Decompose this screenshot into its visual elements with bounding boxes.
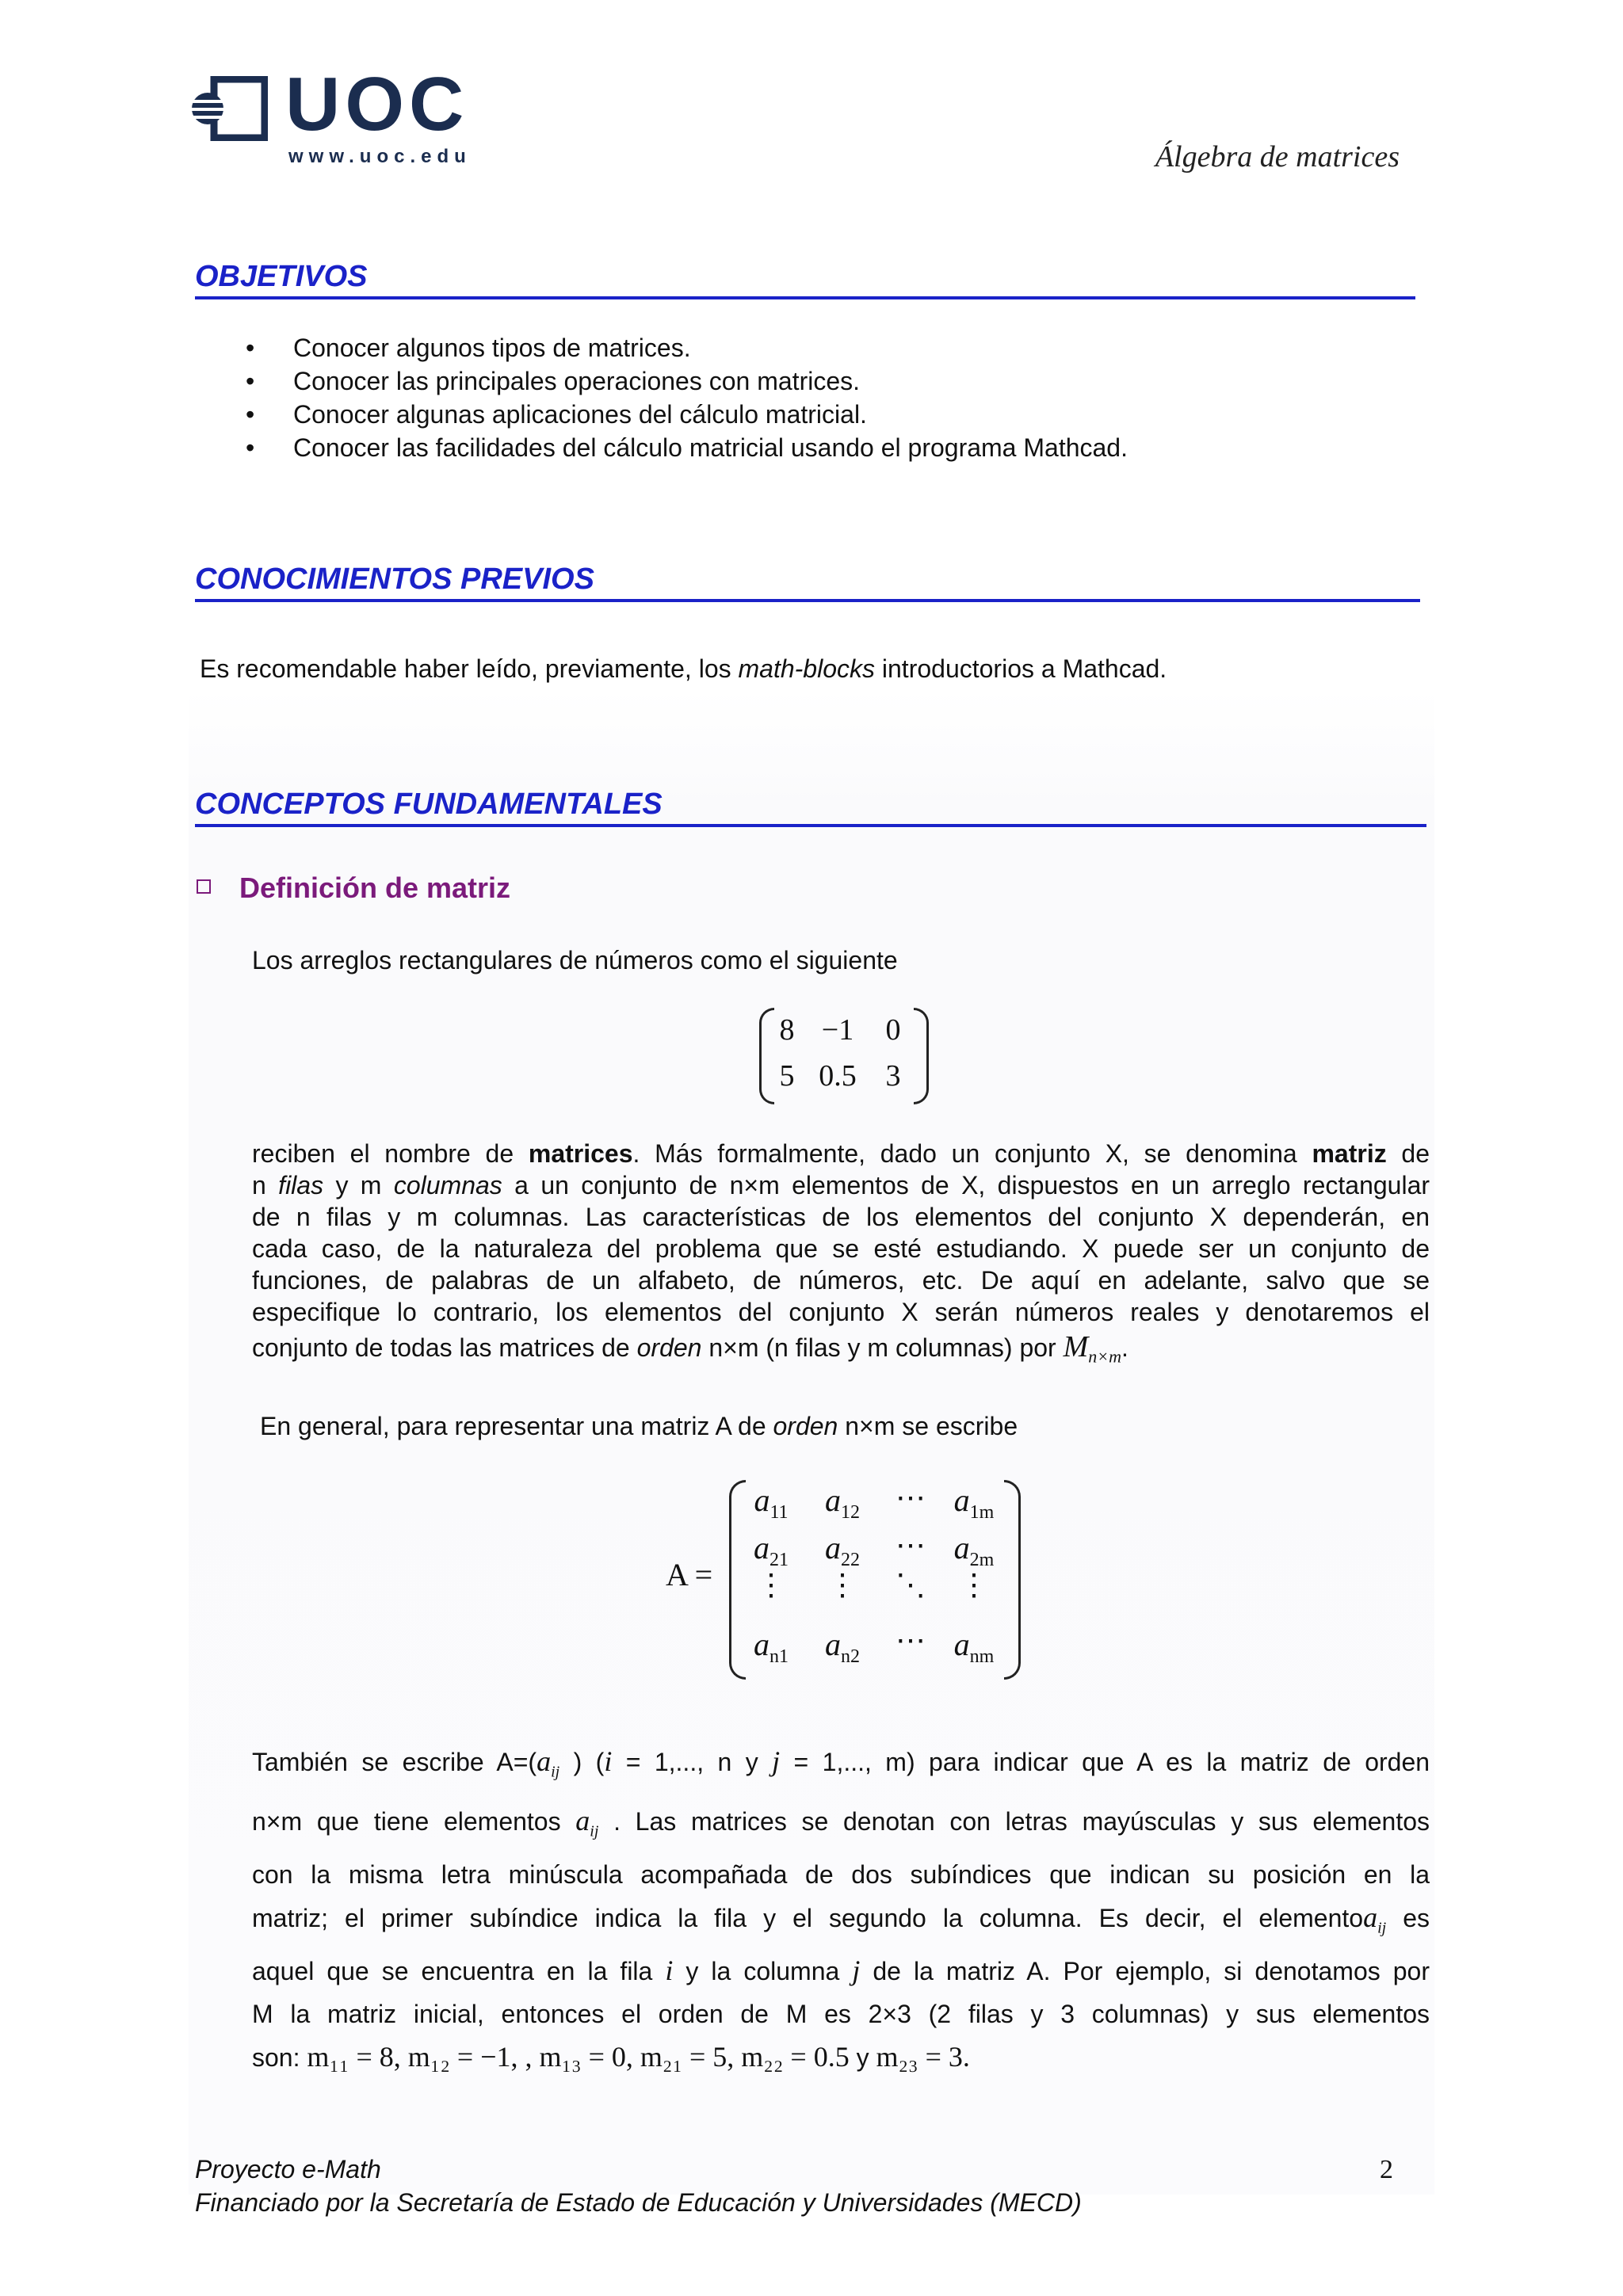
matrix-element: $a_{12}$ — [825, 1482, 860, 1523]
vdots: ⋮ — [756, 1569, 786, 1602]
matrix-element: $a_{21}$ — [754, 1530, 789, 1570]
matrix-element: $a_{2m}$ — [953, 1530, 995, 1570]
section-heading-fundamentales: CONCEPTOS FUNDAMENTALES — [195, 788, 1426, 827]
matrix-element: $a_{22}$ — [825, 1530, 860, 1570]
checkbox-bullet-icon — [197, 879, 211, 894]
footer-funding: Financiado por la Secretaría de Estado de Educación y Universidades (MECD) — [195, 2188, 1082, 2217]
hdots: ⋯ — [896, 1482, 926, 1515]
example-matrix — [759, 1008, 929, 1103]
hdots: ⋯ — [896, 1624, 926, 1657]
matrix-label: A = — [666, 1557, 713, 1592]
subsection-heading: Definición de matriz — [197, 871, 510, 905]
vdots: ⋮ — [959, 1569, 989, 1602]
matrix-cell: 3 — [885, 1059, 901, 1093]
text-line: reciben el nombre de matrices. Más formalmente, dado un conjunto X, se denomina matriz de — [252, 1139, 1430, 1168]
paragraph-definition — [252, 1138, 1430, 1372]
section-heading-objetivos: OBJETIVOS — [195, 260, 1415, 299]
text-line: cada caso, de la naturaleza del problema que se esté estudiando. X puede ser un conjunto de — [252, 1234, 1430, 1263]
text-line: n filas y m columnas a un conjunto de n×m elementos de X, dispuestos en un arreglo rectangular — [252, 1171, 1430, 1199]
matrix-cell: 0.5 — [819, 1059, 857, 1093]
text-line: de n filas y m columnas. Las características de los elementos del conjunto X dependerán, en — [252, 1203, 1430, 1231]
matrix-cell: 0 — [885, 1013, 901, 1047]
matrix-element: $a_{nm}$ — [953, 1627, 995, 1667]
document-title: Álgebra de matrices — [1155, 140, 1400, 174]
logo-text: UOC — [285, 62, 469, 147]
uoc-logo-icon — [190, 76, 268, 141]
matrix-element: $a_{n1}$ — [754, 1627, 789, 1667]
text-line: M la matriz inicial, entonces el orden de M es 2×3 (2 filas y 3 columnas) y sus elementos — [252, 2000, 1430, 2029]
general-matrix — [729, 1480, 1021, 1678]
matrix-element: $a_{11}$ — [754, 1482, 789, 1523]
previos-text: Es recomendable haber leído, previamente, los math-blocks introductorios a Mathcad. — [200, 654, 1167, 683]
text-line: son: m₁₁ = 8, m₁₂ = −1, , m₁₃ = 0, m₂₁ = 5, m₂₂ = 0.5 y m₂₃ = 3. — [252, 2041, 970, 2073]
section-heading-previos: CONOCIMIENTOS PREVIOS — [195, 563, 1420, 602]
objetivos-list — [246, 331, 1355, 464]
footer-project: Proyecto e-Math — [195, 2155, 381, 2183]
text-line: matriz; el primer subíndice indica la fila y el segundo la columna. Es decir, el elementoa$_{ij}$ es — [252, 1901, 1430, 1937]
hdots: ⋯ — [896, 1529, 926, 1562]
matrix-element: $a_{1m}$ — [953, 1482, 995, 1523]
matrix-cell: −1 — [821, 1013, 854, 1047]
paragraph-notation — [252, 1740, 1430, 2079]
ddots: ⋱ — [896, 1569, 926, 1602]
list-item: • Conocer algunas aplicaciones del cálculo matricial. — [246, 398, 1355, 431]
text-line: con la misma letra minúscula acompañada de dos subíndices que indican su posición en la — [252, 1859, 1430, 1889]
list-item: • Conocer las facilidades del cálculo matricial usando el programa Mathcad. — [246, 431, 1355, 464]
text-line: especifique lo contrario, los elementos del conjunto X serán números reales y denotaremos el — [252, 1298, 1430, 1326]
text-line: aquel que se encuentra en la fila i y la columna j de la matriz A. Por ejemplo, si denotamos por — [252, 1955, 1430, 1987]
paragraph-general: En general, para representar una matriz A de orden n×m se escribe — [260, 1412, 1018, 1440]
matrix-cell: 5 — [779, 1059, 795, 1093]
matrix-cell: 8 — [779, 1013, 795, 1047]
page-number: 2 — [1380, 2155, 1393, 2184]
text-line: conjunto de todas las matrices de orden n×m (n filas y m columnas) por $M_{n\times m}$. — [252, 1330, 1128, 1367]
matrix-element: $a_{n2}$ — [825, 1627, 860, 1667]
list-item: • Conocer las principales operaciones con matrices. — [246, 364, 1355, 398]
intro-text: Los arreglos rectangulares de números como el siguiente — [252, 946, 898, 974]
list-item: • Conocer algunos tipos de matrices. — [246, 331, 1355, 364]
text-line: También se escribe $A=(a_{ij}$ ) (i = 1,..., n y j = 1,..., m) para indicar que A es la matriz de orden — [252, 1745, 1430, 1781]
text-line: funciones, de palabras de un alfabeto, de números, etc. De aquí en adelante, salvo que se — [252, 1266, 1430, 1295]
logo-url: www.uoc.edu — [288, 146, 472, 167]
vdots: ⋮ — [827, 1569, 857, 1602]
text-line: n×m que tiene elementos $a_{ij}$ . Las matrices se denotan con letras mayúsculas y sus elementos — [252, 1805, 1430, 1840]
